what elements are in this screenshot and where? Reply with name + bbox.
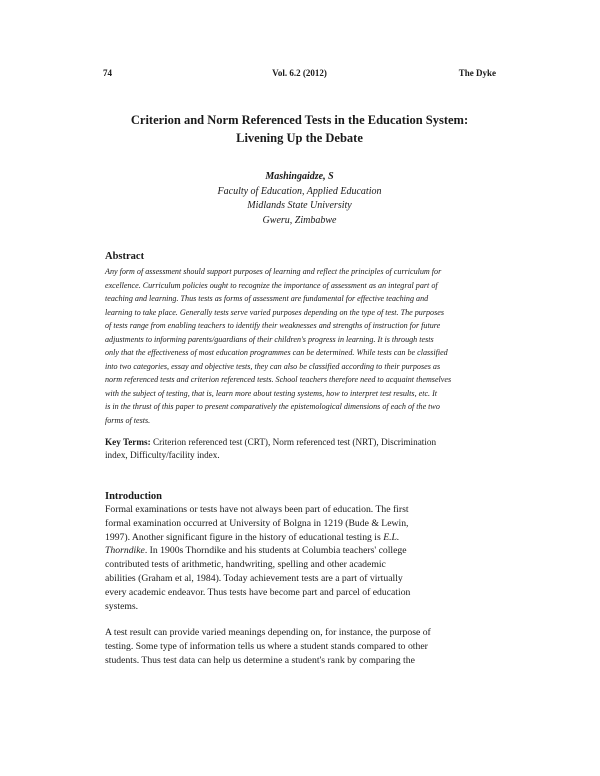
intro-line: every academic endeavor. Thus tests have become part and parcel of education — [105, 586, 411, 598]
cited-surname: Thorndike — [105, 545, 145, 557]
abstract-line: learning to take place. Generally tests serve varied purposes depending on the type of test. The purposes — [105, 307, 444, 317]
volume-info: Vol. 6.2 (2012) — [272, 68, 327, 78]
intro-line-4-text: . In 1900s Thorndike and his students at Columbia teachers' college — [144, 545, 407, 557]
intro-line: Formal examinations or tests have not always been part of education. The first — [105, 504, 409, 515]
abstract-body — [105, 265, 498, 427]
journal-name: The Dyke — [458, 68, 496, 78]
abstract-line: excellence. Curriculum policies ought to recognize the importance of assessment as an integral part of — [105, 280, 438, 290]
paragraph-line: A test result can provide varied meanings depending on, for instance, the purpose of — [105, 627, 431, 638]
intro-line-3-text: 1997). Another significant figure in the history of educational testing is — [105, 531, 384, 543]
running-head — [103, 68, 496, 82]
abstract-line: only that the effectiveness of most education programmes can be determined. While tests can be classified — [105, 348, 448, 357]
abstract-line: teaching and learning. Thus tests as forms of assessment are fundamental for effective teaching and — [105, 294, 429, 303]
author-block — [103, 170, 496, 228]
abstract-heading: Abstract — [105, 251, 145, 262]
intro-line: formal examination occurred at University of Bolgna in 1219 (Bude & Lewin, — [105, 517, 409, 529]
title-line-1: Criterion and Norm Referenced Tests in the Education System: — [130, 113, 469, 127]
key-terms-text-2: index, Difficulty/facility index. — [105, 450, 220, 460]
intro-line: abilities (Graham et al, 1984). Today achievement tests are a part of virtually — [105, 572, 403, 584]
intro-line: systems. — [105, 600, 139, 612]
affiliation-location: Gweru, Zimbabwe — [262, 214, 337, 226]
author-name: Mashingaidze, S — [265, 171, 334, 182]
page-number: 74 — [103, 68, 112, 78]
abstract-line: with the subject of testing, that is, learn more about testing systems, how to interpret test results, etc. It — [105, 388, 438, 398]
introduction-heading: Introduction — [105, 491, 162, 502]
key-terms-line-1 — [105, 436, 498, 449]
abstract-line: norm referenced tests and criterion referenced tests. School teachers therefore need to acquaint themselves — [105, 375, 452, 384]
key-terms-text-1: Criterion referenced test (CRT), Norm referenced test (NRT), Discrimination — [150, 437, 437, 447]
affiliation-department: Faculty of Education, Applied Education — [217, 185, 382, 197]
introduction-body — [105, 503, 498, 613]
abstract-line: forms of tests. — [105, 415, 151, 425]
abstract-line: of tests range from enabling teachers to identify their weaknesses and strengths of instruction for future — [105, 321, 441, 330]
abstract-line: adjustments to informing parents/guardians of their children's progress in learning. It is through tests — [105, 334, 434, 344]
intro-line — [105, 531, 498, 545]
paragraph-line: testing. Some type of information tells us where a student stands compared to other — [105, 640, 428, 652]
abstract-line: Any form of assessment should support purposes of learning and reflect the principles of curriculum for — [105, 267, 442, 276]
affiliation-university: Midlands State University — [247, 200, 352, 211]
abstract-line: into two categories, essay and objective tests, they can also be classified according to their purposes as — [105, 361, 441, 371]
intro-line: contributed tests of arithmetic, handwriting, spelling and other academic — [105, 559, 386, 571]
key-terms-label: Key Terms: — [105, 437, 151, 447]
intro-line — [105, 544, 498, 558]
abstract-line: is in the thrust of this paper to present comparatively the epistemological dimensions of each of the two — [105, 402, 440, 411]
paragraph-line: students. Thus test data can help us determine a student's rank by comparing the — [105, 654, 415, 666]
body-paragraph — [105, 626, 498, 667]
paper-title — [103, 111, 496, 147]
key-terms — [105, 436, 498, 462]
title-line-2: Livening Up the Debate — [236, 131, 363, 145]
cited-name: E.L. — [383, 531, 400, 543]
